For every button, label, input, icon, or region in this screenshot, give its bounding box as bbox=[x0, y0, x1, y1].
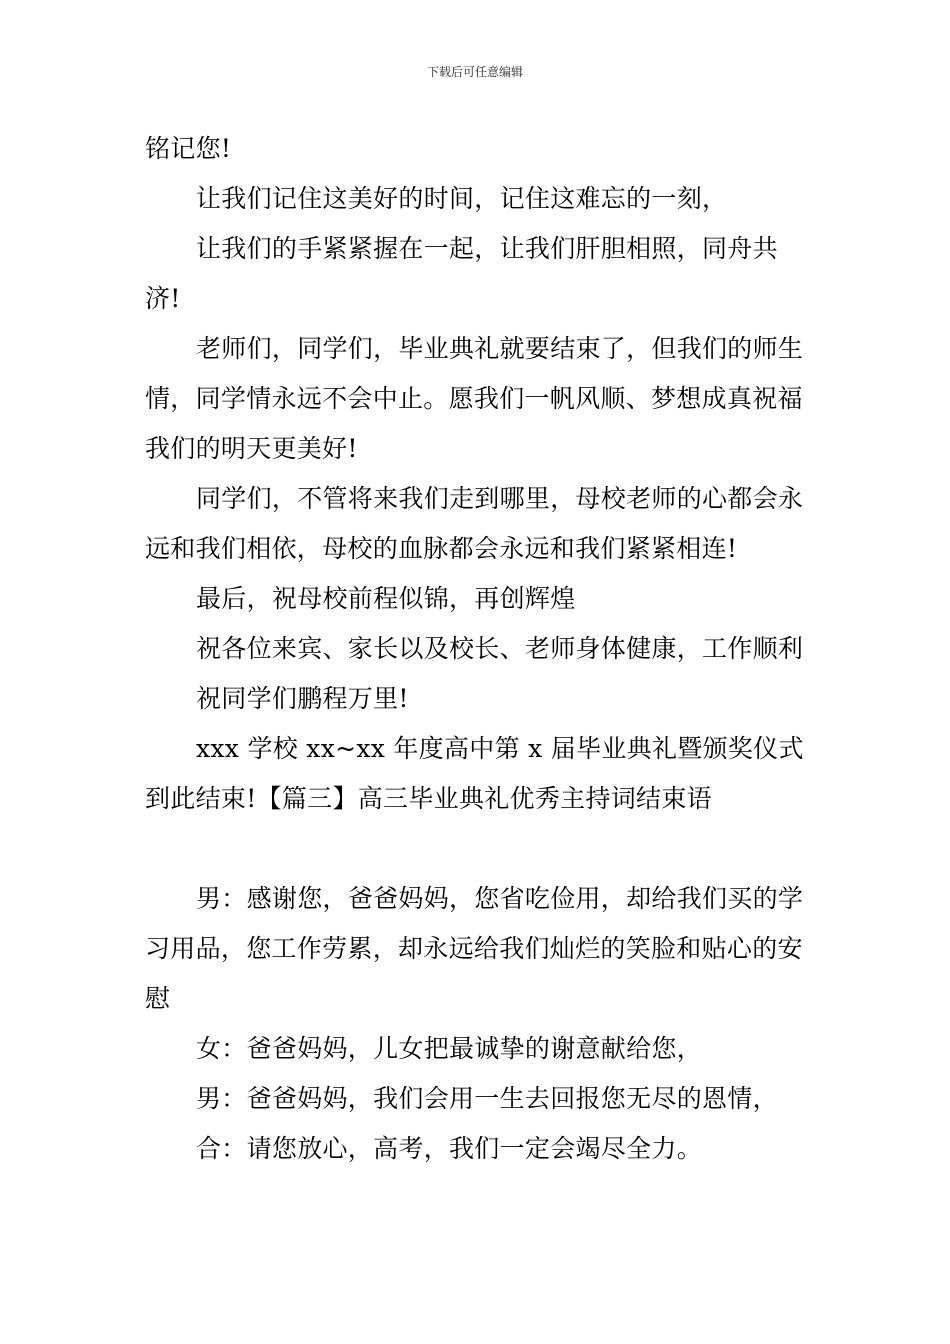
page-header: 下载后可任意编辑 bbox=[426, 65, 523, 79]
paragraph: 让我们的手紧紧握在一起，让我们肝胆相照，同舟共济! bbox=[145, 234, 778, 313]
document-body bbox=[145, 124, 807, 1174]
paragraph: xxx 学校 xx~xx 年度高中第 x 届毕业典礼暨颁奖仪式到此结束!【篇三】高三毕业典礼优秀主持词结束语 bbox=[145, 734, 804, 813]
paragraph: 铭记您! bbox=[145, 134, 232, 163]
paragraph: 男：感谢您，爸爸妈妈，您省吃俭用，却给我们买的学习用品，您工作劳累，却永远给我们灿烂的笑脸和贴心的安慰 bbox=[145, 884, 804, 1013]
paragraph: 同学们，不管将来我们走到哪里，母校老师的心都会永远和我们相依，母校的血脉都会永远和我们紧紧相连! bbox=[145, 484, 804, 563]
paragraph: 祝同学们鹏程万里! bbox=[196, 684, 409, 713]
paragraph: 让我们记住这美好的时间，记住这难忘的一刻， bbox=[196, 184, 728, 213]
blank-line bbox=[145, 824, 807, 874]
paragraph: 合：请您放心，高考，我们一定会竭尽全力。 bbox=[196, 1134, 703, 1163]
paragraph: 祝各位来宾、家长以及校长、老师身体健康，工作顺利 bbox=[196, 634, 804, 663]
paragraph: 老师们，同学们，毕业典礼就要结束了，但我们的师生情，同学情永远不会中止。愿我们一帆风顺、梦想成真祝福我们的明天更美好! bbox=[145, 334, 804, 463]
paragraph: 男：爸爸妈妈，我们会用一生去回报您无尽的恩情， bbox=[196, 1084, 778, 1113]
paragraph: 最后，祝母校前程似锦，再创辉煌 bbox=[196, 584, 576, 613]
paragraph: 女：爸爸妈妈，儿女把最诚挚的谢意献给您， bbox=[196, 1034, 703, 1063]
